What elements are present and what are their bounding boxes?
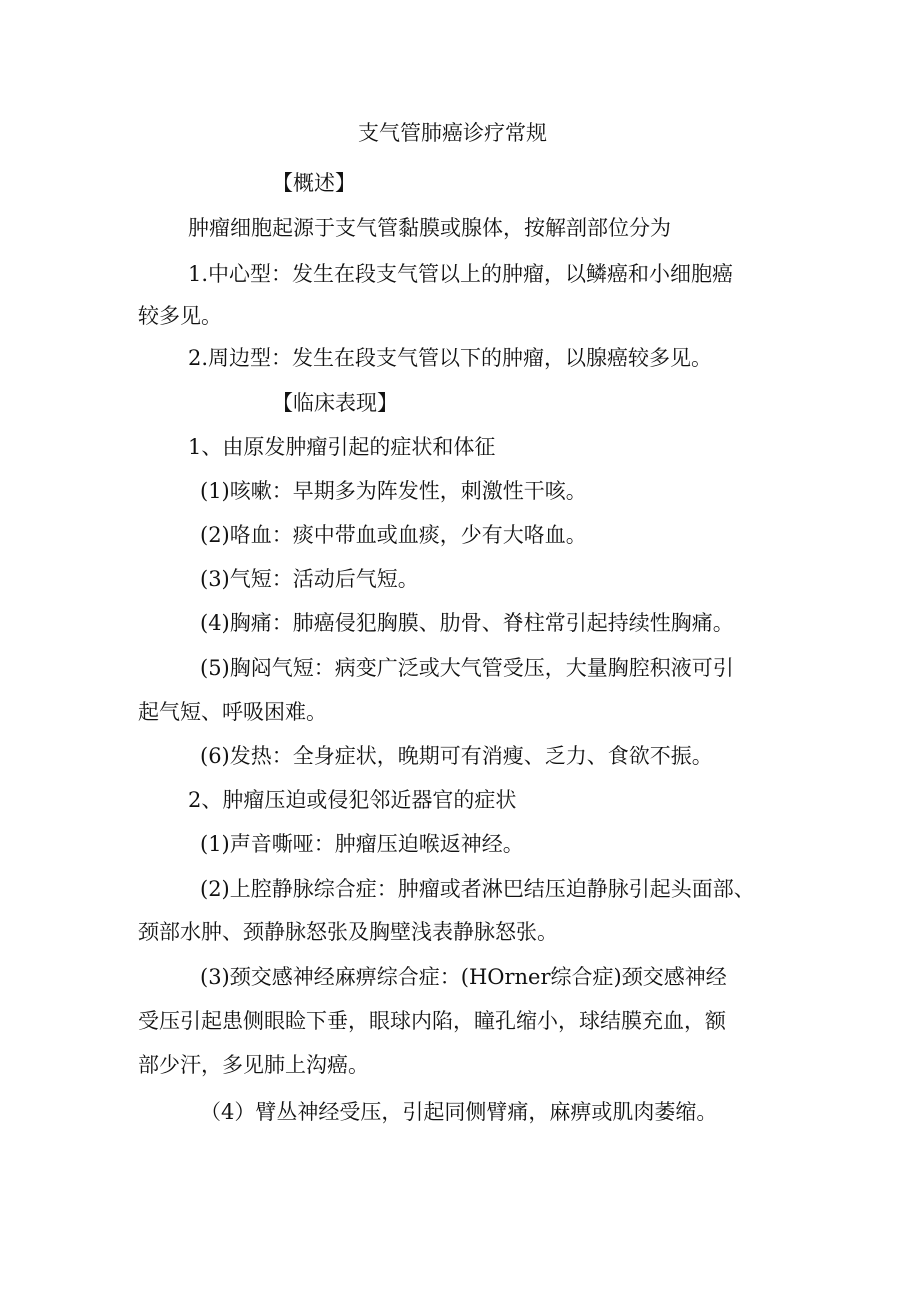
list-item: (2)咯血：痰中带血或血痰，少有大咯血。: [200, 523, 587, 547]
list-item: (3)颈交感神经麻痹综合症：(HOrner综合症)颈交感神经: [200, 965, 727, 989]
section-heading-overview: 【概述】: [272, 171, 356, 195]
paragraph-line: 2.周边型：发生在段支气管以下的肿瘤，以腺癌较多见。: [188, 346, 713, 370]
paragraph-line: 2、肿瘤压迫或侵犯邻近器官的症状: [188, 788, 517, 812]
list-item: (4)胸痛：肺癌侵犯胸膜、肋骨、脊柱常引起持续性胸痛。: [200, 611, 734, 635]
paragraph-line: 较多见。: [138, 304, 222, 328]
paragraph-line: 1.中心型：发生在段支气管以上的肿瘤，以鳞癌和小细胞癌: [188, 262, 734, 286]
list-item: (3)气短：活动后气短。: [200, 567, 419, 591]
list-item: （4）臂丛神经受压，引起同侧臂痛，麻痹或肌肉萎缩。: [200, 1100, 718, 1124]
paragraph-line: 肿瘤细胞起源于支气管黏膜或腺体，按解剖部位分为: [188, 216, 671, 240]
list-item: (1)声音嘶哑：肿瘤压迫喉返神经。: [200, 832, 524, 856]
list-item: (1)咳嗽：早期多为阵发性，刺激性干咳。: [200, 479, 587, 503]
list-item-continuation: 部少汗，多见肺上沟癌。: [138, 1053, 369, 1077]
list-item: (5)胸闷气短：病变广泛或大气管受压，大量胸腔积液可引: [200, 656, 734, 680]
list-item-continuation: 受压引起患侧眼睑下垂，眼球内陷，瞳孔缩小，球结膜充血，额: [138, 1009, 726, 1033]
document-title: 支气管肺癌诊疗常规: [358, 121, 547, 145]
section-heading-clinical: 【临床表现】: [272, 391, 398, 415]
list-item: (2)上腔静脉综合症：肿瘤或者淋巴结压迫静脉引起头面部、: [200, 877, 755, 901]
list-item-continuation: 起气短、呼吸困难。: [138, 700, 327, 724]
list-item: (6)发热：全身症状，晚期可有消瘦、乏力、食欲不振。: [200, 744, 713, 768]
list-item-continuation: 颈部水肿、颈静脉怒张及胸壁浅表静脉怒张。: [138, 920, 558, 944]
paragraph-line: 1、由原发肿瘤引起的症状和体征: [188, 435, 496, 459]
